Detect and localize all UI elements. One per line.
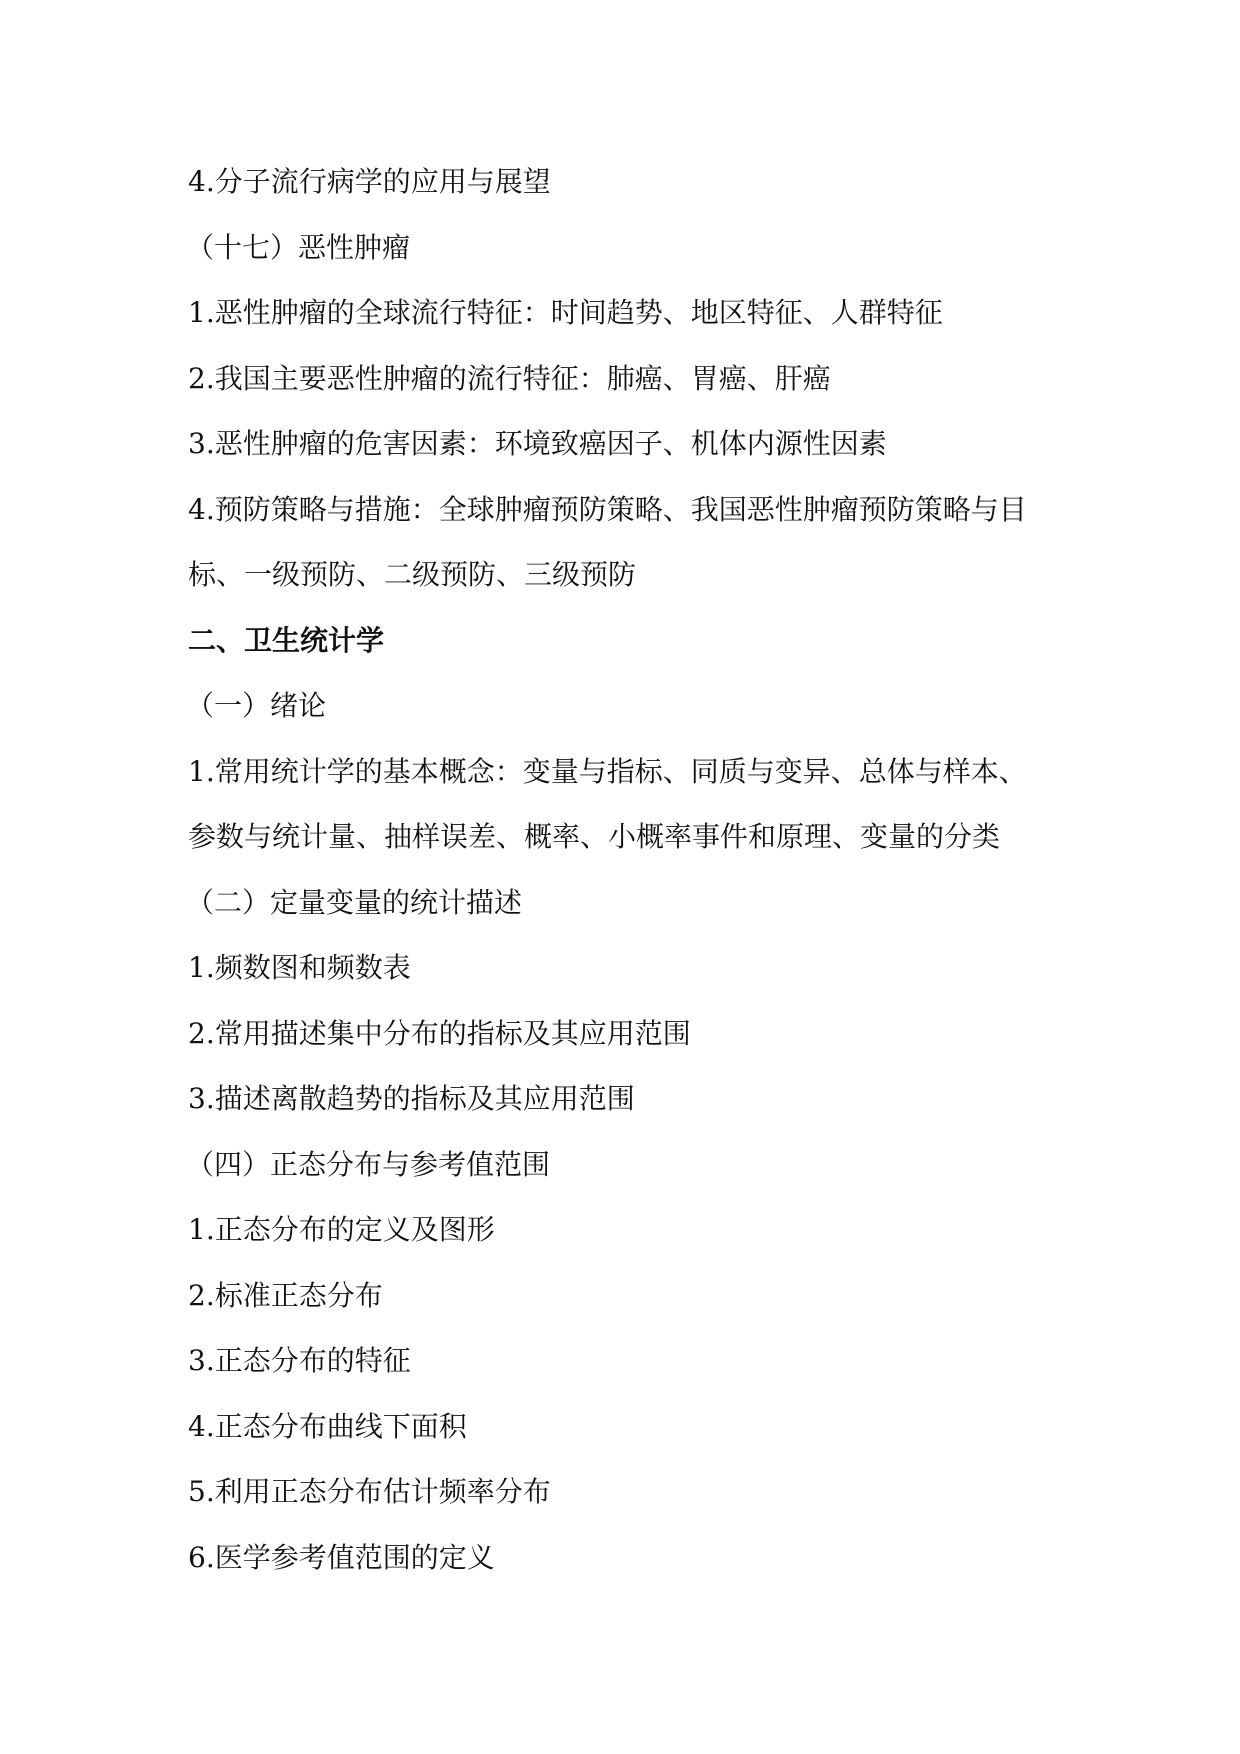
list-item-continuation: 参数与统计量、抽样误差、概率、小概率事件和原理、变量的分类: [188, 820, 1001, 853]
subsection-heading: （二）定量变量的统计描述: [186, 885, 523, 919]
document-content: [188, 160, 1068, 1601]
list-item: 3.恶性肿瘤的危害因素：环境致癌因子、机体内源性因素: [188, 427, 887, 460]
subsection-heading: （一）绪论: [186, 689, 327, 722]
subsection-heading: （四）正态分布与参考值范围: [186, 1147, 551, 1181]
section-heading: 二、卫生统计学: [188, 623, 385, 657]
list-item: 2.我国主要恶性肿瘤的流行特征：肺癌、胃癌、肝癌: [188, 361, 831, 395]
list-item-continuation: 标、一级预防、二级预防、三级预防: [188, 558, 637, 591]
list-item: 4.正态分布曲线下面积: [188, 1409, 467, 1443]
list-item: 2.标准正态分布: [188, 1278, 383, 1312]
list-item: 1.正态分布的定义及图形: [188, 1213, 495, 1246]
list-item: 1.常用统计学的基本概念：变量与指标、同质与变异、总体与样本、: [188, 754, 1027, 788]
list-item: 6.医学参考值范围的定义: [188, 1540, 495, 1574]
list-item: 5.利用正态分布估计频率分布: [188, 1475, 551, 1508]
list-item: 4.分子流行病学的应用与展望: [188, 165, 551, 198]
list-item: 4.预防策略与措施：全球肿瘤预防策略、我国恶性肿瘤预防策略与目: [188, 492, 1027, 526]
subsection-heading: （十七）恶性肿瘤: [186, 230, 411, 264]
list-item: 1.恶性肿瘤的全球流行特征：时间趋势、地区特征、人群特征: [188, 296, 943, 329]
list-item: 3.描述离散趋势的指标及其应用范围: [188, 1082, 635, 1115]
list-item: 2.常用描述集中分布的指标及其应用范围: [188, 1016, 691, 1050]
list-item: 3.正态分布的特征: [188, 1344, 411, 1377]
list-item: 1.频数图和频数表: [188, 951, 411, 984]
